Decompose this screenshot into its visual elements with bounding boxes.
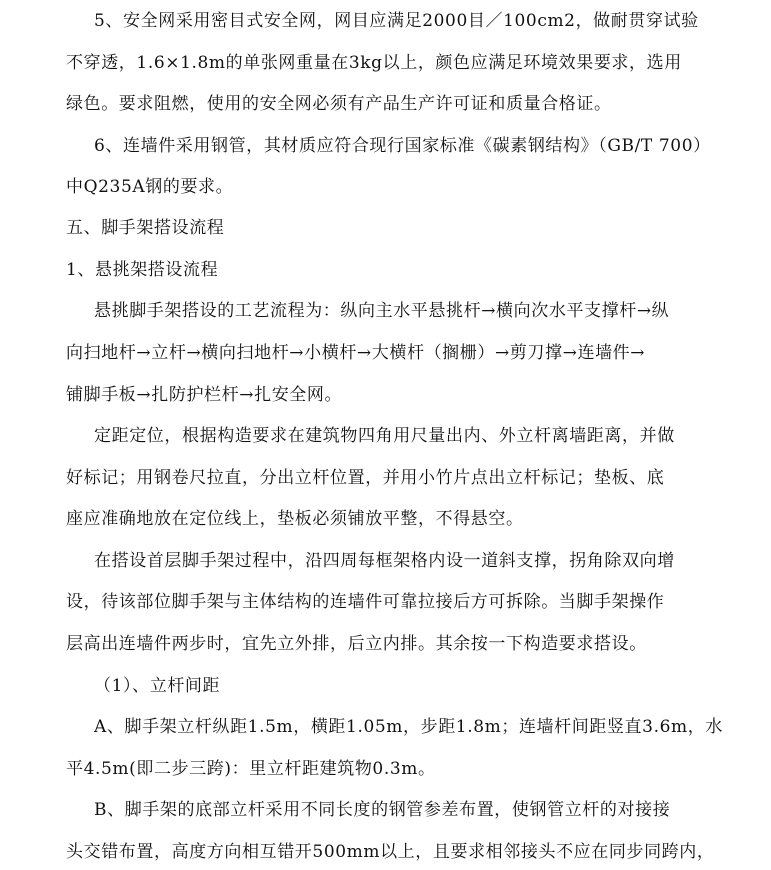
text-line-19: 平4.5m(即二步三跨)：里立杆距建筑物0.3m。 <box>66 759 436 779</box>
text-line-8: 悬挑脚手架搭设的工艺流程为：纵向主水平悬挑杆→横向次水平支撑杆→纵 <box>94 301 670 321</box>
text-line-16: 层高出连墙件两步时，宜先立外排，后立内排。其余按一下构造要求搭设。 <box>66 634 647 654</box>
text-line-10: 铺脚手板→扎防护栏杆→扎安全网。 <box>66 385 343 405</box>
text-line-11: 定距定位，根据构造要求在建筑物四角用尺量出内、外立杆离墙距离，并做 <box>94 426 675 446</box>
text-line-9: 向扫地杆→立杆→横向扫地杆→小横杆→大横杆（搁栅）→剪刀撑→连墙件→ <box>66 343 646 363</box>
text-line-5: 中Q235A钢的要求。 <box>66 177 234 197</box>
text-line-4: 6、连墙件采用钢管，其材质应符合现行国家标准《碳素钢结构》（GB/T 700） <box>94 136 711 156</box>
text-line-14: 在搭设首层脚手架过程中，沿四周每框架格内设一道斜支撑，拐角除双向增 <box>94 551 675 571</box>
item-heading-1: （1）、立杆间距 <box>94 676 221 696</box>
section-heading-5: 五、脚手架搭设流程 <box>66 218 225 238</box>
text-line-15: 设，待该部位脚手架与主体结构的连墙件可靠拉接后方可拆除。当脚手架操作 <box>66 592 665 612</box>
text-line-12: 好标记；用钢卷尺拉直，分出立杆位置，并用小竹片点出立杆标记；垫板、底 <box>66 468 665 488</box>
text-line-21: 头交错布置，高度方向相互错开500mm以上，且要求相邻接头不应在同步同跨内， <box>66 842 715 862</box>
text-line-20: B、脚手架的底部立杆采用不同长度的钢管参差布置，使钢管立杆的对接接 <box>94 800 671 820</box>
text-line-1: 5、安全网采用密目式安全网，网目应满足2000目／100cm2，做耐贯穿试验 <box>94 11 699 31</box>
text-line-18: A、脚手架立杆纵距1.5m，横距1.05m，步距1.8m；连墙杆间距竖直3.6m，水 <box>94 717 723 737</box>
text-line-13: 座应准确地放在定位线上，垫板必须铺放平整，不得悬空。 <box>66 509 524 529</box>
subsection-heading-1: 1、悬挑架搭设流程 <box>66 260 219 280</box>
text-line-2: 不穿透，1.6×1.8m的单张网重量在3kg以上，颜色应满足环境效果要求，选用 <box>66 53 682 73</box>
text-line-3: 绿色。要求阻燃，使用的安全网必须有产品生产许可证和质量合格证。 <box>66 94 612 114</box>
